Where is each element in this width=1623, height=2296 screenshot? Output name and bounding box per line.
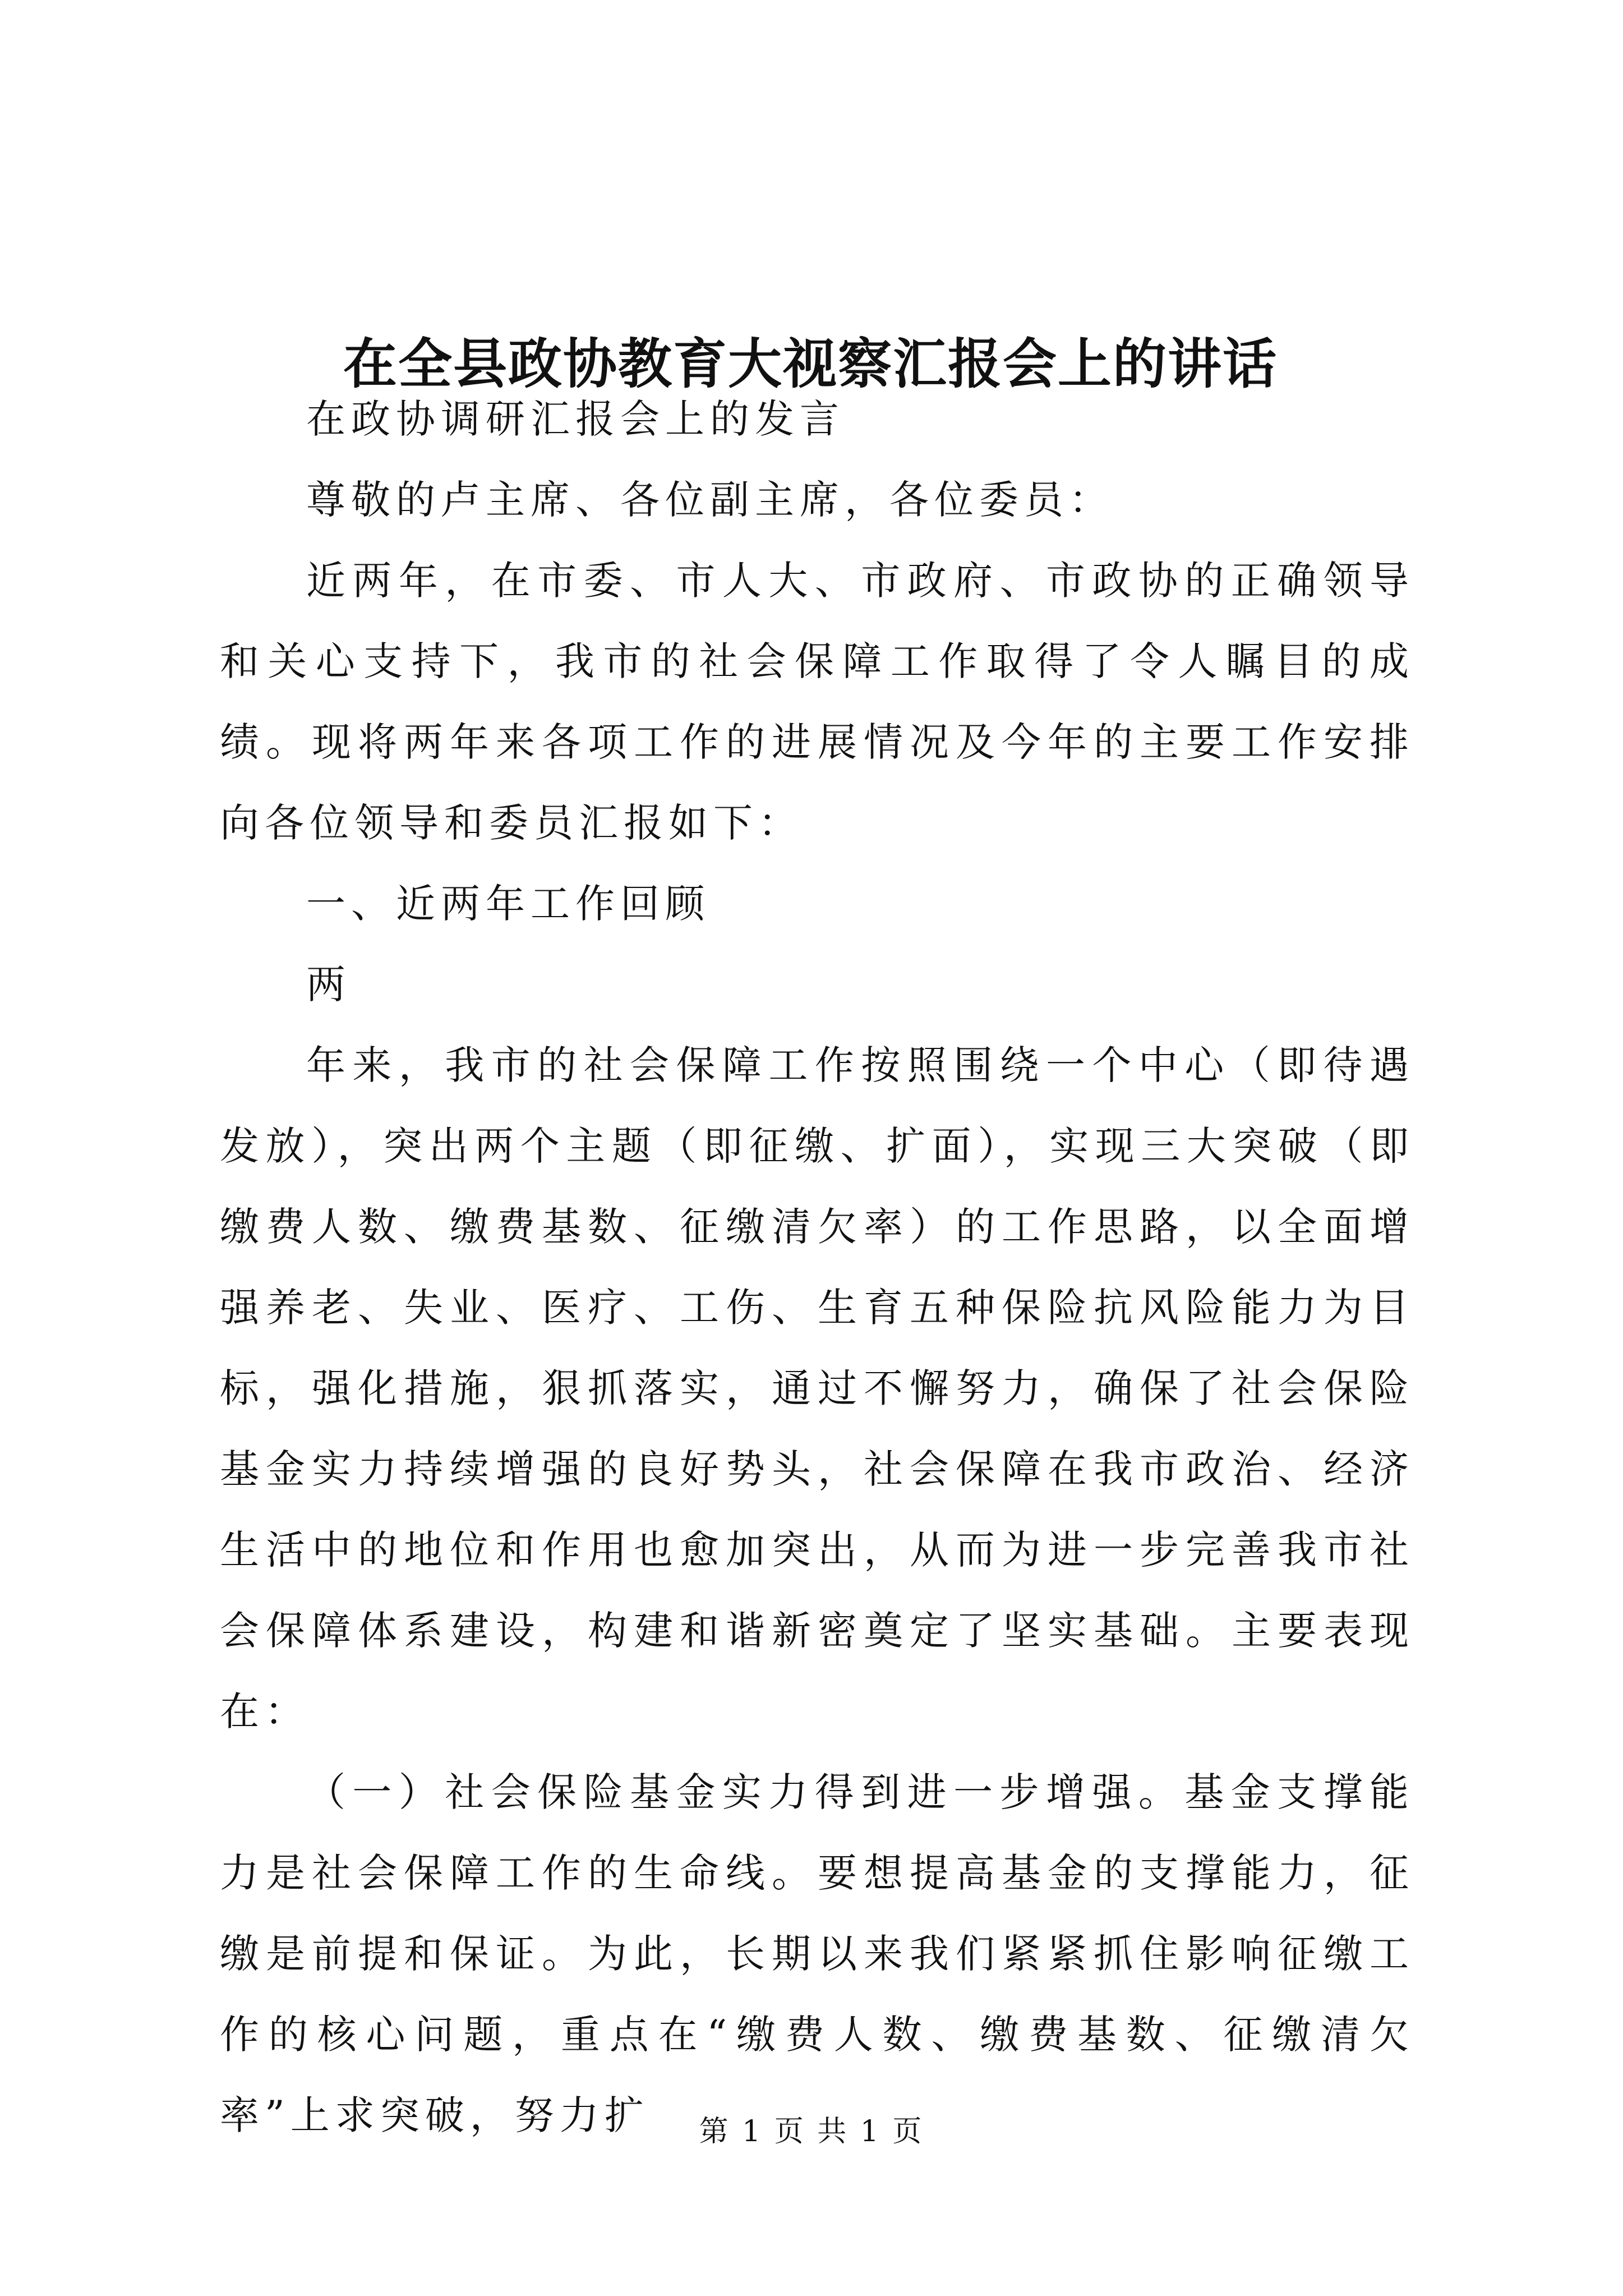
page-footer: 第 1 页 共 1 页 <box>699 2115 924 2148</box>
fragment-paragraph: 两 <box>306 961 351 1007</box>
document-body <box>220 379 1414 2156</box>
salutation-paragraph: 尊敬的卢主席、各位副主席，各位委员： <box>306 477 1114 523</box>
intro-paragraph: 近两年，在市委、市人大、市政府、市政协的正确领导和关心支持下，我市的社会保障工作取得了令人瞩目的成绩。现将两年来各项工作的进展情况及今年的主要工作安排向各位领导和委员汇报如下： <box>220 558 1414 846</box>
fund-paragraph: （一）社会保险基金实力得到进一步增强。基金支撑能力是社会保障工作的生命线。要想提高基金的支撑能力，征缴是前提和保证。为此，长期以来我们紧紧抓住影响征缴工作的核心问题，重点在“缴费人数、缴费基数、征缴清欠率”上求突破，努力扩 <box>220 1769 1414 2138</box>
document-title: 在全县政协教育大视察汇报会上的讲话 <box>343 332 1278 396</box>
review-paragraph: 年来，我市的社会保障工作按照围绕一个中心（即待遇发放），突出两个主题（即征缴、扩面），实现三大突破（即缴费人数、缴费基数、征缴清欠率）的工作思路，以全面增强养老、失业、医疗、工伤、生育五种保险抗风险能力为目标，强化措施，狠抓落实，通过不懈努力，确保了社会保险基金实力持续增强的良好势头，社会保障在我市政治、经济生活中的地位和作用也愈加突出，从而为进一步完善我市社会保障体系建设，构建和谐新密奠定了坚实基础。主要表现在： <box>220 1042 1414 1734</box>
subtitle-paragraph: 在政协调研汇报会上的发言 <box>306 396 845 442</box>
section-heading: 一、近两年工作回顾 <box>306 881 710 927</box>
